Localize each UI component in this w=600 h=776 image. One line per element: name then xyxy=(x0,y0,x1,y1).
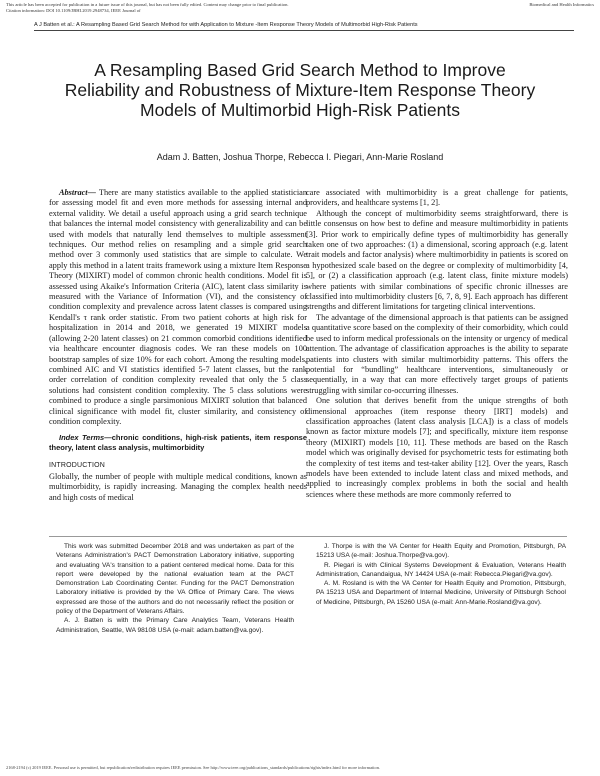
author-list: Adam J. Batten, Joshua Thorpe, Rebecca I. Piegari, Ann-Marie Rosland xyxy=(156,152,444,162)
body-paragraph-1: care associated with multimorbidity is a great challenge for patients, providers, and healthcare systems [1, 2]. xyxy=(306,188,568,208)
abstract-text: There are many statistics available to the applied statistician for assessing model fit and even more methods for assessing internal and external validity. We detail a useful approach using a grid search technique that balances the internal model consistency with generalizability and can be used with models that naturally lend themselves to multiple assessment techniques. Our method relies on resampling and a simple grid search method over 3 commonly used statistics that are simple to calculate. We apply this method in a latent traits framework using a mixture Item Response Theory (MIXIRT) model of common chronic health conditions. Model fit is assessed using Akaike's Information Criteria (AIC), latent class similarity is measured with the Variance of Information (VI), and the consistency of condition complexity and prevalence across latent classes is compared using Kendall's τ rank order statistic. From two patient cohorts at high risk for hospitalization in 2014 and 2018, we generated 19 MIXIRT models (allowing 2-20 latent classes) on 21 common comorbid conditions identified via healthcare encounter diagnosis codes. We ran these models on 100 bootstrap samples of size 10% for each cohort. Among the resulting models, combined AIC and VI statistics identified 5-7 latent classes, but the rank order correlation of condition complexity revealed that only the 5 class solutions had consistent condition complexity. The 5 class solutions were combined to produce a single parsimonious MIXIRT solution that balanced clinical significance with model fit, cluster similarity, and consistency of condition complexity. xyxy=(49,188,307,426)
copyright-notice: 2168-2194 (c) 2019 IEEE. Personal use is permitted, but republication/redistribution requires IEEE permission. See http://www.ieee.org/publications_standards/publications/rights/index.html for more information. xyxy=(6,765,380,770)
section-heading-introduction: INTRODUCTION xyxy=(49,462,106,470)
author-affiliation-thorpe: J. Thorpe is with the VA Center for Health Equity and Promotion, Pittsburgh, PA 15213 USA (e-mail: Joshua.Thorpe@va.gov). xyxy=(316,543,566,560)
footnote-divider xyxy=(49,536,567,537)
paper-title: A Resampling Based Grid Search Method to Improve Reliability and Robustness of Mixture-Item Response Theory Models of Multimorbid High-Risk Patients xyxy=(64,60,536,120)
index-terms xyxy=(49,433,307,453)
left-column xyxy=(49,188,307,503)
header-divider xyxy=(34,30,574,31)
footnotes-left xyxy=(56,542,294,635)
publication-notice xyxy=(6,2,594,14)
author-affiliation-batten: A. J. Batten is with the Primary Care Analytics Team, Veterans Health Administration, Seattle, WA 98108 USA (e-mail: adam.batten@va.gov). xyxy=(56,617,294,634)
publication-notice-text: This article has been accepted for publication in a future issue of this journal, but has not been fully edited. Content may change prior to final publication. Citation information: DOI 10.1109/JBHI.2019.2948734, IEEE Journal of xyxy=(6,2,289,13)
abstract-label: Abstract— xyxy=(59,188,96,197)
running-head: A J Batten et al.: A Resampling Based Grid Search Method for with Application to Mixture -Item Response Theory Models of Multimorbid High-Risk Patients xyxy=(34,22,418,28)
body-paragraph-3: The advantage of the dimensional approach is that patients can be assigned a quantitative score based on the complexity of their comorbidity, which could be used to inform medical professionals on the intensity or urgency of medical attention. The advantage of classification approaches is the ability to separate patients into clusters with similar multimorbidity patterns. This offers the potential for “bundling” healthcare interventions, simultaneously or sequentially, in a way that can more effectively target groups of patients struggling with similar co-occurring illnesses. xyxy=(306,312,568,395)
funding-footnote: This work was submitted December 2018 and was undertaken as part of the Veterans Administration's PACT Demonstration Laboratory initiative, supporting and evaluating VA's transition to a patient centered medical home. Data for this report were developed by the national evaluation team at the PACT Demonstration Lab Coordinating Center. Funding for the PACT Demonstration Laboratory initiative is provided by the VA Office of Primary Care. The views expressed are those of the authors and do not necessarily reflect the position or policy of the Department of Veterans Affairs. xyxy=(56,543,294,616)
author-affiliation-rosland: A. M. Rosland is with the VA Center for Health Equity and Promotion, Pittsburgh, PA 15213 USA and Department of Internal Medicine, University of Pittsburgh School of Medicine, Pittsburgh, PA 15260 USA (e-mail: Ann-Marie.Rosland@va.gov). xyxy=(316,580,566,606)
right-column xyxy=(306,188,568,500)
footnotes-right xyxy=(316,542,566,607)
journal-name: Biomedical and Health Informatics xyxy=(529,2,594,7)
body-paragraph-4: One solution that derives benefit from the unique strengths of both dimensional approaches (item response theory [IRT] models) and classification approaches (latent class analysis [LCA]) is a class of models known as factor mixture models [7]; and specifically, mixture item response theory (MIXIRT) models [10, 11]. These methods are based on the Rasch model which was originally devised for psychometric tests for estimating both the complexity of test items and test-taker ability [12]. Over the years, Rasch models have been extended to include latent class and mixed methods, and applied to increasingly complex problems in both the social and health sciences where these methods are more commonly referred to xyxy=(306,396,568,499)
index-terms-text: —chronic conditions, high-risk patients, item response theory, latent class analysis, multimorbidity xyxy=(49,433,307,453)
author-affiliation-piegari: R. Piegari is with Clinical Systems Development & Evaluation, Veterans Health Administration, Canandaigua, NY 14424 USA (e-mail: Rebecca.Piegari@va.gov). xyxy=(316,561,566,578)
index-terms-label: Index Terms xyxy=(59,433,105,443)
body-paragraph-2: Although the concept of multimorbidity seems straightforward, there is little consensus on how best to define and measure multimorbidity in patients [3]. Prior work to empirically define types of multimorbidity has generally taken one of two approaches: (1) a dimensional, scoring approach (e.g. latent trait models and factor analysis) where multimorbidity in patients is scored on a hypothesized scale based on the degree or complexity of multimorbidity [4, 5], or (2) a classification approach (e.g. latent class, finite mixture models) where patients with similar combinations of specific chronic illnesses are classified into multimorbidity clusters [6, 7, 8, 9]. Each approach has different strengths and different limitations for targeting clinical interventions. xyxy=(306,208,568,312)
abstract xyxy=(49,188,307,427)
intro-paragraph: Globally, the number of people with multiple medical conditions, known as multimorbidity, is rapidly increasing. Managing the complex health needs and high costs of medical xyxy=(49,471,307,502)
